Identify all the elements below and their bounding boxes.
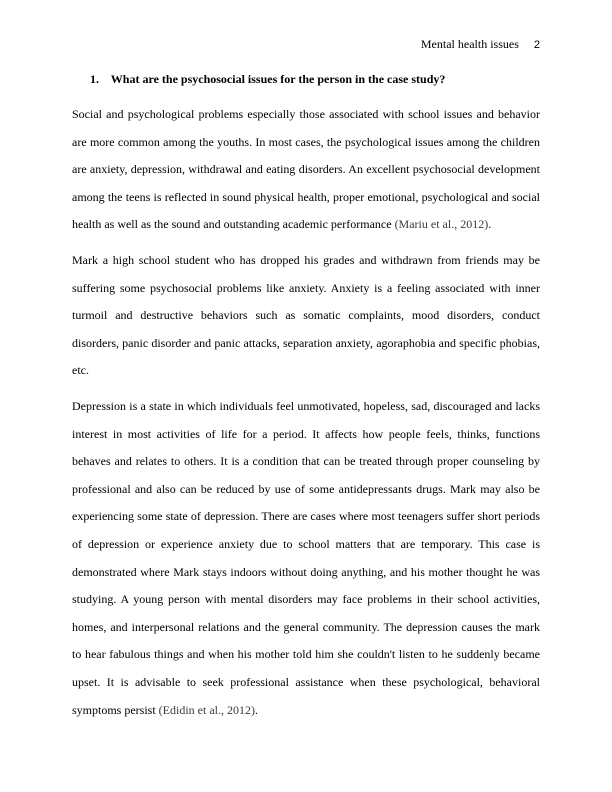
running-header [421, 37, 540, 52]
question-text: What are the psychosocial issues for the person in the case study? [110, 72, 446, 86]
paragraph-text: Depression is a state in which individuals feel unmotivated, hopeless, sad, discouraged and lacks interest in most activities of life for a period. It affects how people feels, thinks, functions behaves and relates to others. It is a condition that can be treated through proper counseling by professional and also can be reduced by use of some antidepressants drugs. Mark may also be experiencing some state of depression. There are cases where most teenagers suffer short periods of depression or experience anxiety due to school matters that are temporary. This case is demonstrated where Mark stays indoors without doing anything, and his mother thought he was studying. A young person with mental disorders may face problems in their school activities, homes, and interpersonal relations and the general community. The depression causes the mark to hear fabulous things and when his mother told him she couldn't listen to he suddenly became upset. It is advisable to seek professional assistance when these psychological, behavioral symptoms persist [72, 399, 540, 717]
question-heading [90, 72, 445, 86]
running-title: Mental health issues [420, 37, 519, 51]
page-number: 2 [533, 39, 540, 51]
citation: (Mariu et al., 2012) [394, 217, 489, 232]
body-paragraph [72, 101, 540, 239]
question-number: 1. [90, 72, 99, 86]
paragraph-text: Mark a high school student who has dropped his grades and withdrawn from friends may be suffering some psychosocial problems like anxiety. Anxiety is a feeling associated with inner turmoil and destructive behaviors such as somatic complaints, mood disorders, conduct disorders, panic disorder and panic attacks, separation anxiety, agoraphobia and specific phobias, etc. [72, 253, 540, 378]
body-paragraph [72, 247, 540, 385]
paragraph-text: Social and psychological problems especially those associated with school issues and behavior are more common among the youths. In most cases, the psychological issues among the children are anxiety, depression, withdrawal and eating disorders. An excellent psychosocial development among the teens is reflected in sound physical health, proper emotional, psychological and social health as well as the sound and outstanding academic performance [72, 107, 540, 232]
paragraph-end: . [488, 217, 492, 232]
paragraph-end: . [254, 702, 258, 717]
citation: (Edidin et al., 2012) [158, 702, 255, 717]
body-paragraph [72, 393, 540, 724]
